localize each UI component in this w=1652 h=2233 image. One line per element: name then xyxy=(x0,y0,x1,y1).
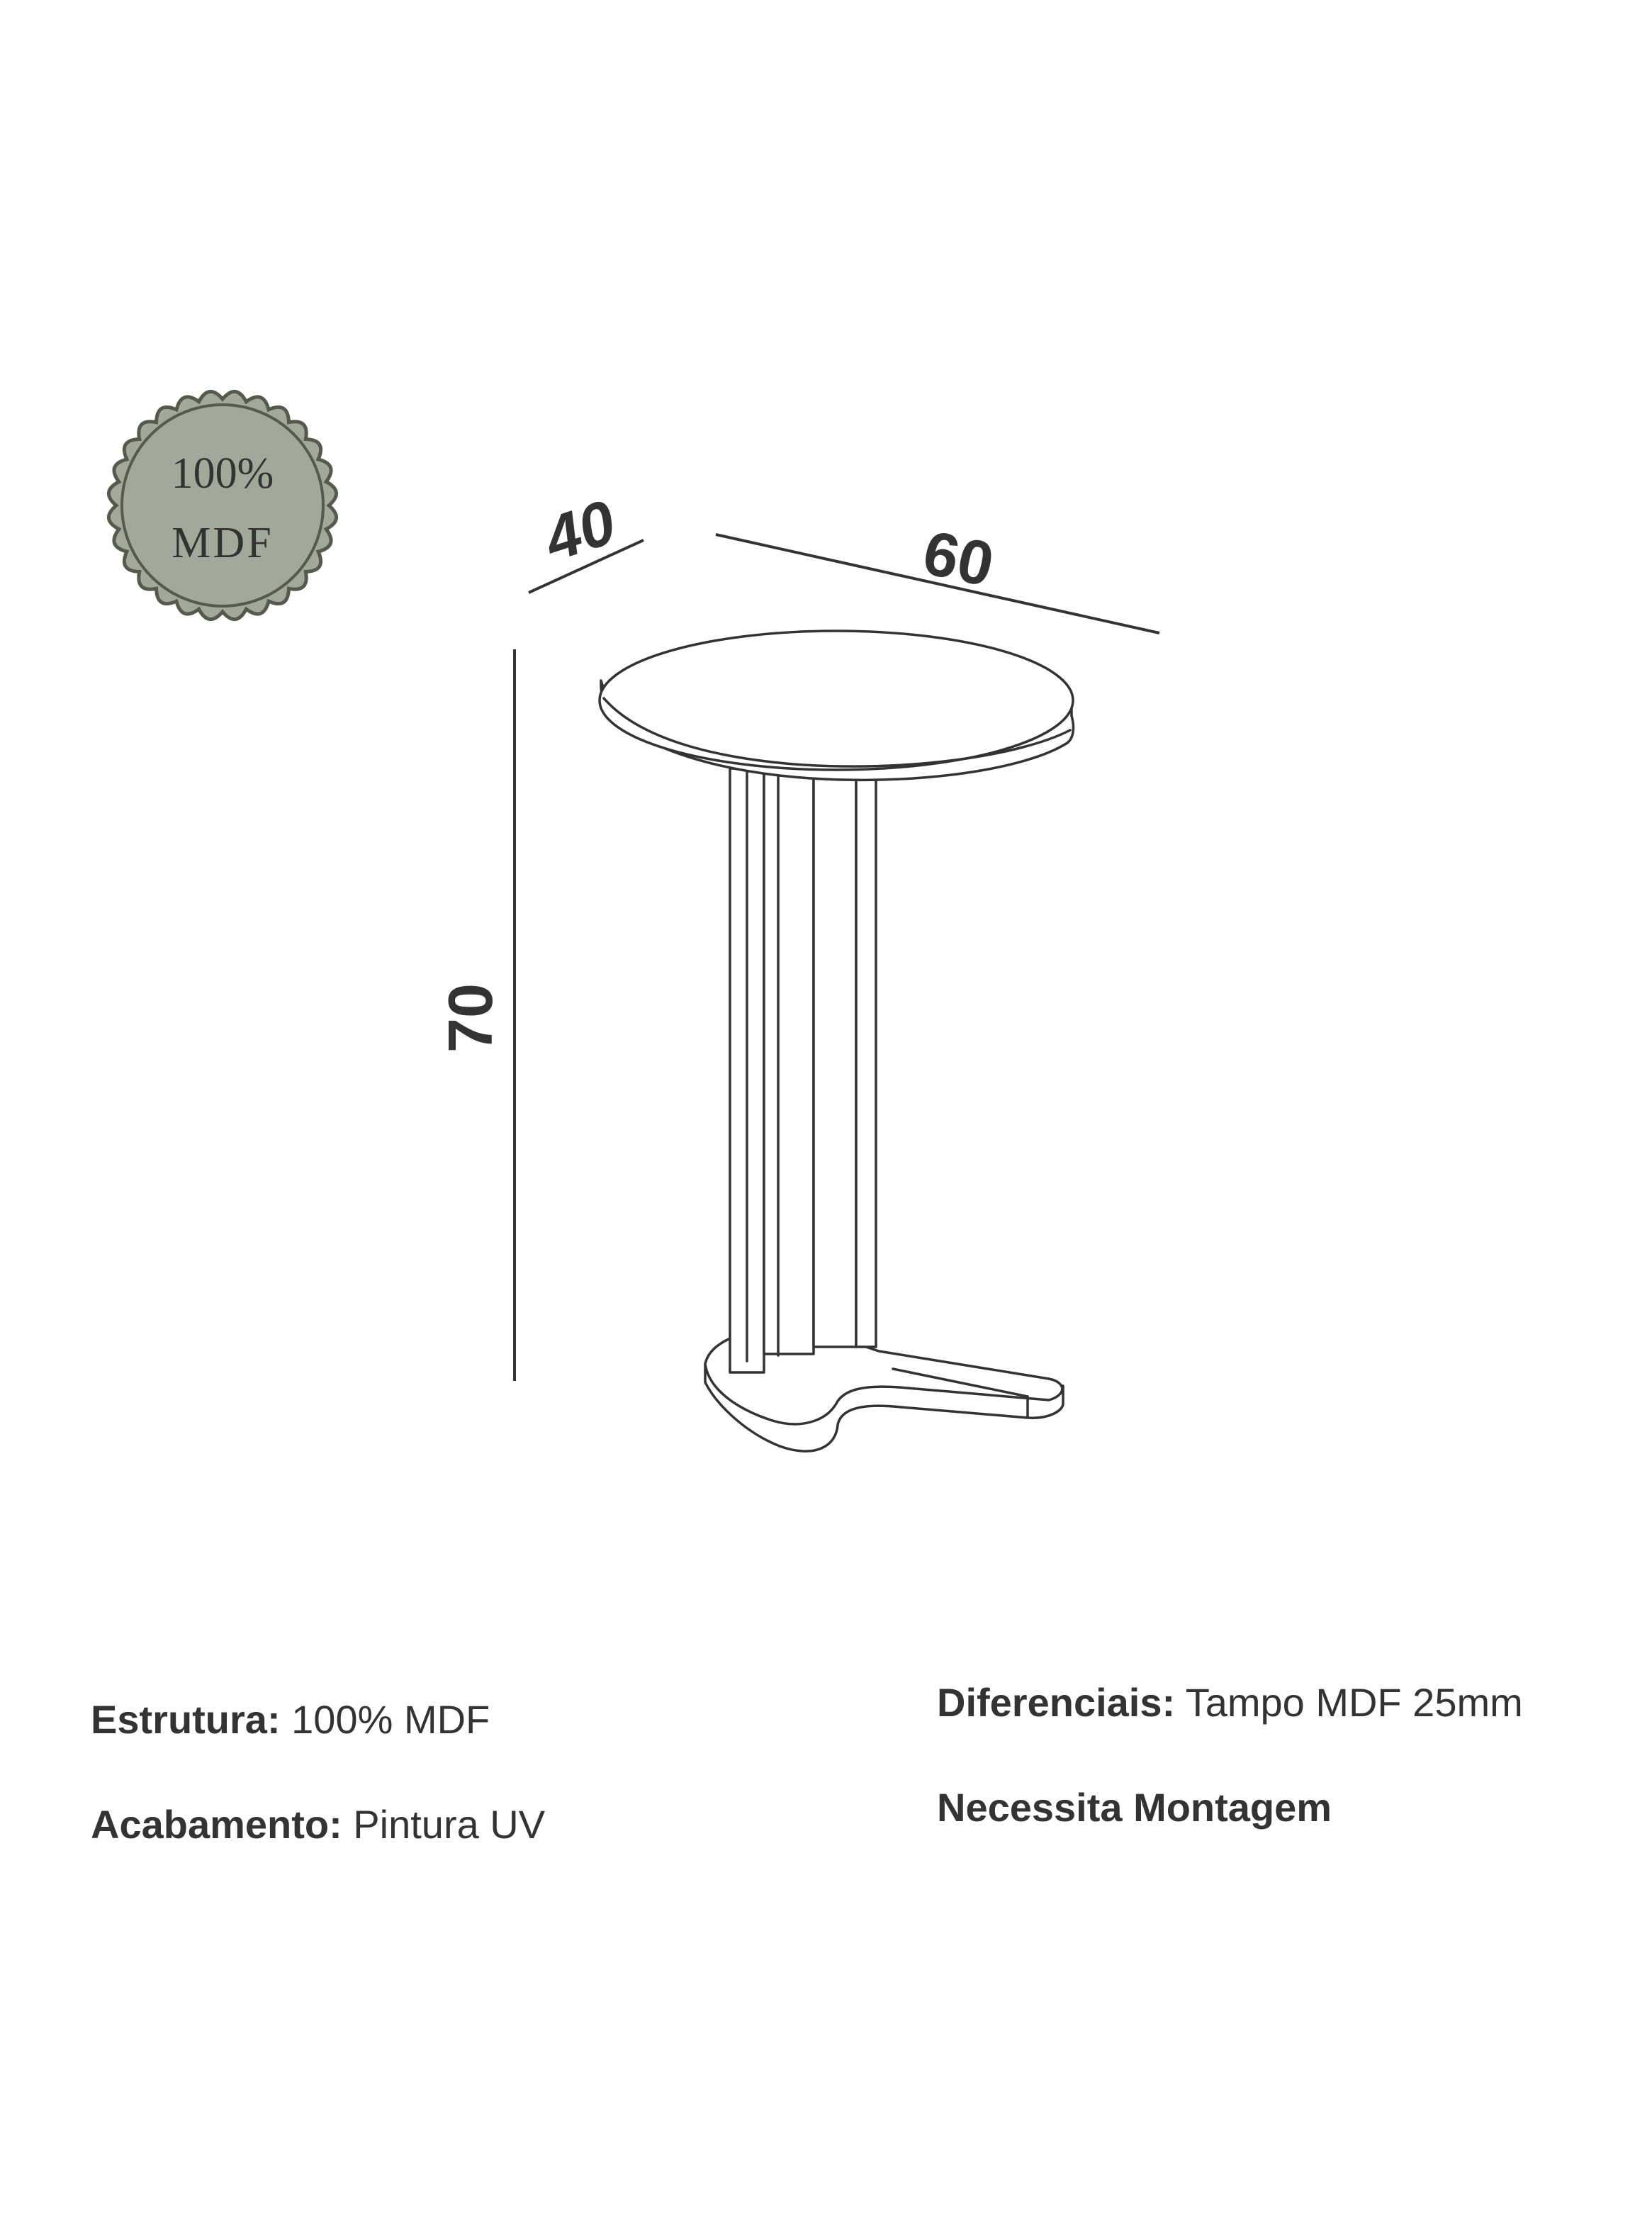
spec-estrutura-value: 100% MDF xyxy=(291,1697,490,1742)
column-right-inner-panel xyxy=(814,777,856,1347)
mdf-seal-badge xyxy=(108,391,336,619)
tabletop xyxy=(600,631,1073,780)
depth-dimension-label: 40 xyxy=(536,486,624,575)
spec-montagem: Necessita Montagem xyxy=(937,1785,1332,1830)
spec-estrutura-label: Estrutura: xyxy=(91,1697,281,1742)
spec-acabamento xyxy=(91,1802,546,1847)
column-right-panel xyxy=(856,780,876,1347)
table-column xyxy=(730,768,876,1372)
side-table-illustration xyxy=(600,631,1073,1451)
seal-line-1: 100% xyxy=(171,449,274,498)
width-dimension-label: 60 xyxy=(917,516,1000,600)
spec-acabamento-label: Acabamento: xyxy=(91,1802,342,1847)
spec-diferenciais-label: Diferenciais: xyxy=(937,1680,1176,1725)
spec-diferenciais xyxy=(937,1680,1523,1725)
tabletop-surface xyxy=(600,631,1073,770)
column-center-panel xyxy=(764,773,814,1354)
seal-scallop-outline xyxy=(108,391,336,619)
spec-diferenciais-value: Tampo MDF 25mm xyxy=(1185,1680,1523,1725)
spec-acabamento-value: Pintura UV xyxy=(353,1802,546,1847)
seal-line-2: MDF xyxy=(172,519,274,567)
height-dimension-label: 70 xyxy=(435,983,505,1053)
spec-estrutura xyxy=(91,1697,490,1742)
